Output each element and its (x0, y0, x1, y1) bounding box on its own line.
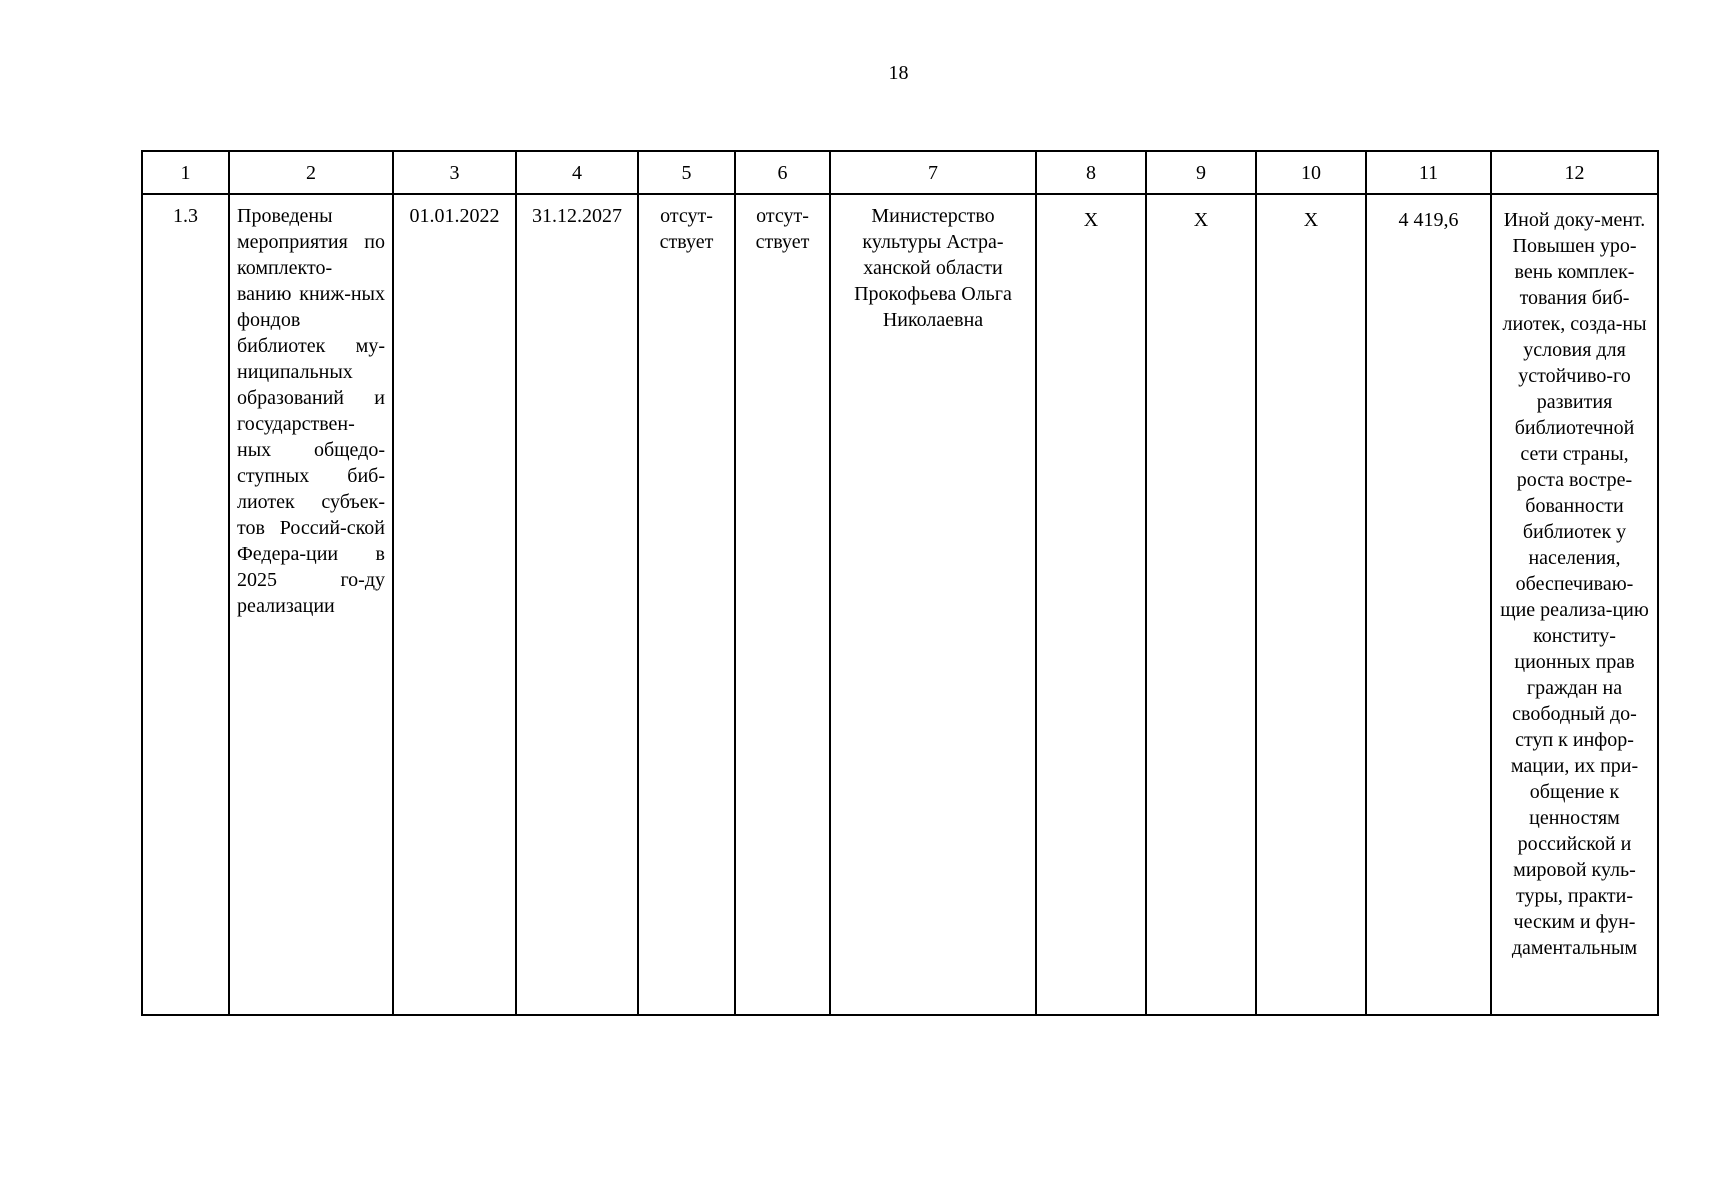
page-number: 18 (888, 62, 909, 84)
header-cell: 7 (830, 151, 1036, 194)
column-8-cell: X (1036, 194, 1146, 1015)
table-header-row (142, 151, 1658, 194)
header-cell: 9 (1146, 151, 1256, 194)
header-cell: 12 (1491, 151, 1658, 194)
header-cell: 3 (393, 151, 516, 194)
column-10-cell: X (1256, 194, 1366, 1015)
end-date-cell: 31.12.2027 (516, 194, 638, 1015)
header-cell: 2 (229, 151, 393, 194)
column-9-cell: X (1146, 194, 1256, 1015)
event-name-cell: Проведены мероприятия по комплекто-ванию книж-ных фондов библиотек му-ниципальных образований и государствен-ных общедо-ступных биб-лиотек субъек-тов Россий-ской Федера-ции в 2025 го-ду реализации (229, 194, 393, 1015)
start-date-cell: 01.01.2022 (393, 194, 516, 1015)
column-5-cell: отсут-ствует (638, 194, 735, 1015)
table-row (142, 194, 1658, 1015)
row-number-cell: 1.3 (142, 194, 229, 1015)
responsible-cell: Министерство культуры Астра-ханской области Прокофьева Ольга Николаевна (830, 194, 1036, 1015)
header-cell: 1 (142, 151, 229, 194)
header-cell: 6 (735, 151, 830, 194)
column-6-cell: отсут-ствует (735, 194, 830, 1015)
document-table (141, 150, 1659, 1016)
header-cell: 8 (1036, 151, 1146, 194)
header-cell: 5 (638, 151, 735, 194)
header-cell: 11 (1366, 151, 1491, 194)
header-cell: 10 (1256, 151, 1366, 194)
amount-cell: 4 419,6 (1366, 194, 1491, 1015)
header-cell: 4 (516, 151, 638, 194)
result-cell: Иной доку-мент. Повышен уро-вень комплек-тования биб-лиотек, созда-ны условия для устойчиво-го развития библиотечной сети страны, роста востре-бованности библиотек у населения, обеспечиваю-щие реализа-цию конститу-ционных прав граждан на свободный до-ступ к инфор-мации, их при-общение к ценностям российской и мировой куль-туры, практи-ческим и фун-даментальным (1491, 194, 1658, 1015)
